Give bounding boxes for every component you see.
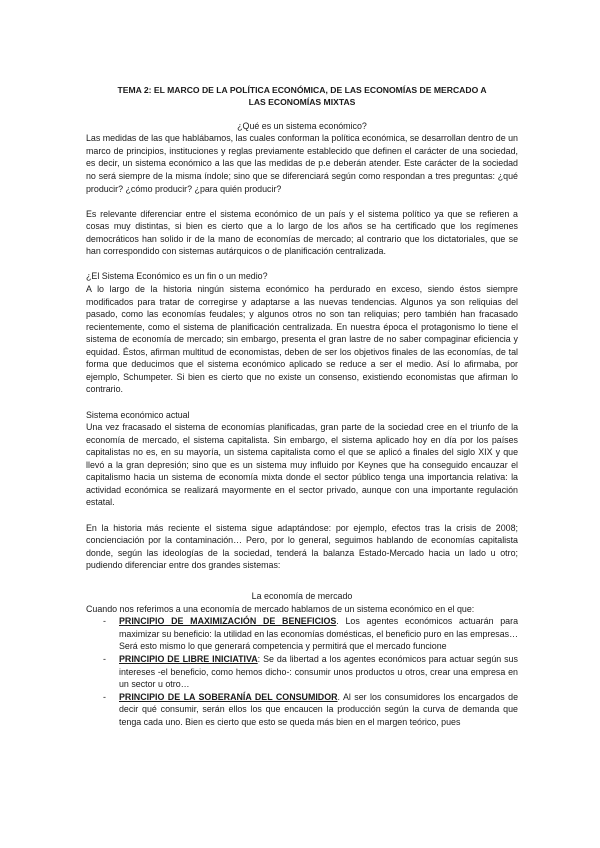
list-item xyxy=(86,653,518,691)
section-heading-sistema-economico: ¿Qué es un sistema económico? xyxy=(237,120,367,131)
document-body xyxy=(86,84,518,728)
list-item xyxy=(86,615,518,653)
bullet-dash: - xyxy=(103,654,106,665)
section-heading-sistema-actual: Sistema económico actual xyxy=(86,409,190,420)
paragraph-intro: Cuando nos referimos a una economía de mercado hablamos de un sistema económico en el que: xyxy=(86,603,475,614)
principle-name: PRINCIPIO DE LA SOBERANÍA DEL CONSUMIDOR xyxy=(119,691,338,702)
principles-list xyxy=(86,615,518,728)
section-heading-economia-de-mercado: La economía de mercado xyxy=(251,591,353,602)
section-heading-fin-o-medio: ¿El Sistema Económico es un fin o un medio? xyxy=(86,271,268,282)
document-title: TEMA 2: EL MARCO DE LA POLÍTICA ECONÓMICA, DE LAS ECONOMÍAS DE MERCADO A LAS ECONOMÍAS MIXTAS xyxy=(117,85,487,108)
list-item xyxy=(86,691,518,729)
paragraph: Es relevante diferenciar entre el sistema económico de un país y el sistema político ya que se refieren a cosas muy distintas, si bien es cierto que a lo largo de los años se ha certificado que los regímenes democráticos han solido ir de la mano de economías de mercado; al contrario que los dictatoriales, que se han correspondido con sistemas autárquicos o de planificación centralizada. xyxy=(86,208,518,257)
principle-text: . Los agentes económicos actuarán para maximizar su beneficio: la utilidad en las economías domésticas, el beneficio puro en las empresas… Será esto mismo lo que generará competencia y permitirá que el mercado funcione xyxy=(119,616,519,652)
bullet-dash: - xyxy=(103,691,106,702)
paragraph: Una vez fracasado el sistema de economías planificadas, gran parte de la sociedad cree en el triunfo de la economía de mercado, el sistema capitalista. Sin embargo, el sistema aplicado hoy en día por los países capitalistas no es, en su mayoría, un sistema capitalista como el que se aplicó a finales del siglo XIX y que llevó a la gran depresión; sino que es un sistema muy influido por Keynes que ha conseguido encauzar el capitalismo hacia un sistema de economía mixta donde el sector público tenga una importancia relativa: la actividad económica se realizará mayormente en el sector privado, aunque con una importante regulación estatal. xyxy=(86,422,518,508)
principle-name: PRINCIPIO DE LIBRE INICIATIVA xyxy=(119,654,258,665)
principle-name: PRINCIPIO DE MAXIMIZACIÓN DE BENEFICIOS xyxy=(119,616,337,627)
principle-text: . Al ser los consumidores los encargados de decir qué consumir, serán ellos los que encaucen la producción según la curva de demanda que tenga cada uno. Bien es cierto que esto se queda más bien en el margen teórico, pues xyxy=(119,691,519,727)
principle-text: : Se da libertad a los agentes económicos para actuar según sus intereses -el beneficio, como hemos dicho-: consumir unos productos u otros, crear una empresa en un sector u otro… xyxy=(119,654,518,690)
paragraph: A lo largo de la historia ningún sistema económico ha perdurado en exceso, siendo éstos siempre modificados para tratar de corregirse y adaptarse a las nuevas tendencias. Algunos ya son reliquias del pasado, como las economías feudales; y algunos otros no son tan reliquias; pero también han fracasado recientemente, como el sistema de planificación centralizada. En nuestra época el protagonismo lo tiene el sistema de economía de mercado; sin embargo, presenta el gran lastre de no saber compaginar eficiencia y equidad. Éstos, afirman multitud de economistas, deben de ser los objetivos finales de las economías, de tal forma que deducimos que el sistema económico aplicado se reduce a ser el medio. Así lo afirmaba, por ejemplo, Schumpeter. Si bien es cierto que no existe un consenso, existiendo economistas que afirman lo contrario. xyxy=(86,284,518,395)
paragraph: En la historia más reciente el sistema sigue adaptándose: por ejemplo, efectos tras la crisis de 2008; concienciación por la contaminación… Pero, por lo general, seguimos hablando de economías capitalista donde, según las ideologías de la sociedad, tenderá la balanza Estado-Mercado hacia un lado u otro; pudiendo diferenciar entre dos grandes sistemas: xyxy=(86,522,518,571)
paragraph: Las medidas de las que hablábamos, las cuales conforman la política económica, se desarrollan dentro de un marco de principios, instituciones y reglas previamente establecido que definen el carácter de una sociedad, es decir, un sistema económico a las que las medidas de p.e deberán atender. Este carácter de la sociedad no será siempre de la misma índole; sino que se diferenciará según como respondan a tres preguntas: ¿qué producir? ¿cómo producir? ¿para quién producir? xyxy=(86,133,518,194)
bullet-dash: - xyxy=(103,616,106,627)
